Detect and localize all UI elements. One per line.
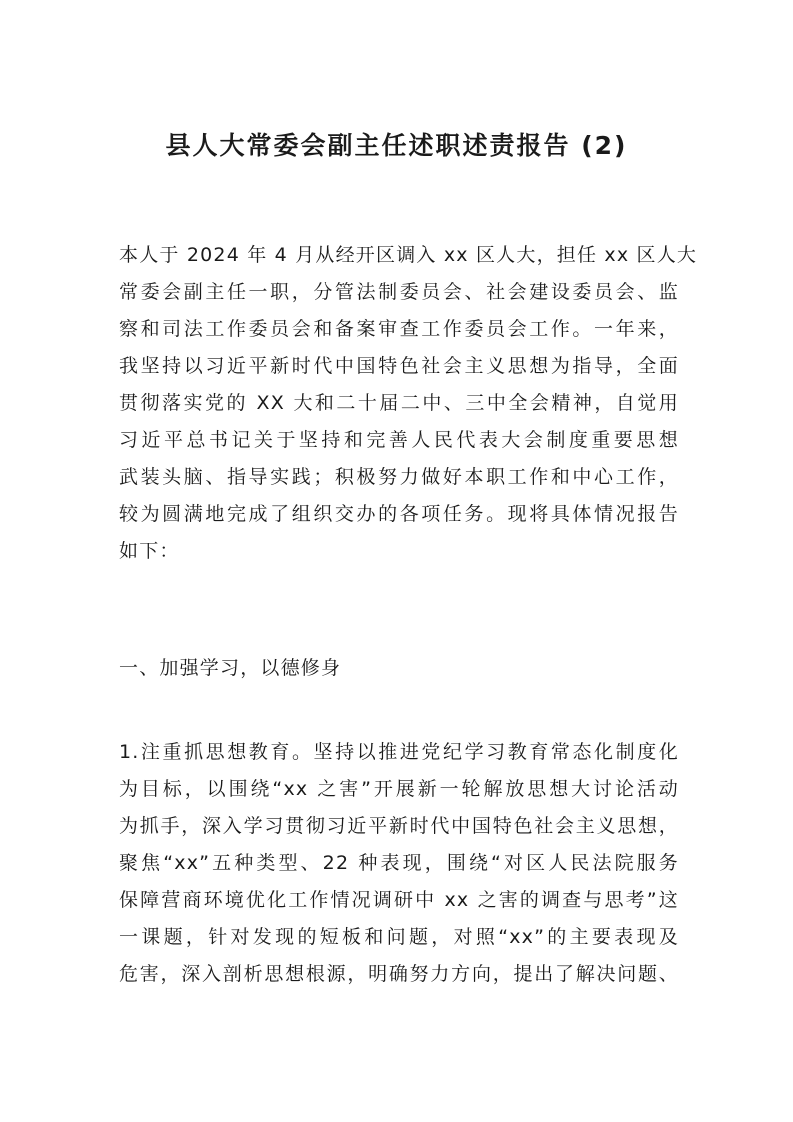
paragraph-line: 本人于 2024 年 4 月从经开区调入 xx 区人大，担任 xx 区人大 [119, 244, 698, 266]
paragraph-line: 为目标，以围绕“xx 之害”开展新一轮解放思想大讨论活动 [119, 778, 679, 800]
paragraph-line: 习近平总书记关于坚持和完善人民代表大会制度重要思想 [119, 429, 679, 451]
paragraph-line: 武装头脑、指导实践；积极努力做好本职工作和中心工作， [119, 466, 679, 488]
paragraph-line: 保障营商环境优化工作情况调研中 xx 之害的调查与思考”这 [119, 889, 679, 911]
paragraph-line: 如下： [119, 540, 180, 562]
intro-paragraph [119, 237, 698, 570]
paragraph-line: 察和司法工作委员会和备案审查工作委员会工作。一年来， [119, 318, 679, 340]
paragraph-line: 一课题，针对发现的短板和问题，对照“xx”的主要表现及 [119, 926, 679, 948]
document-title: 县人大常委会副主任述职述责报告 (2) [165, 131, 628, 160]
section-heading [119, 650, 679, 687]
section-paragraph [119, 734, 679, 993]
paragraph-line: 常委会副主任一职，分管法制委员会、社会建设委员会、监 [119, 281, 679, 303]
paragraph-line: 为抓手，深入学习贯彻习近平新时代中国特色社会主义思想， [119, 815, 679, 837]
paragraph-line: 聚焦“xx”五种类型、22 种表现，围绕“对区人民法院服务 [119, 852, 679, 874]
paragraph-line: 危害，深入剖析思想根源，明确努力方向，提出了解决问题、 [119, 963, 679, 985]
paragraph-line: 我坚持以习近平新时代中国特色社会主义思想为指导，全面 [119, 355, 679, 377]
section-heading-text: 一、加强学习，以德修身 [119, 657, 342, 679]
paragraph-line: 贯彻落实党的 XX 大和二十届二中、三中全会精神，自觉用 [119, 392, 679, 414]
paragraph-line: 1.注重抓思想教育。坚持以推进党纪学习教育常态化制度化 [119, 741, 679, 763]
paragraph-line: 较为圆满地完成了组织交办的各项任务。现将具体情况报告 [119, 503, 679, 525]
